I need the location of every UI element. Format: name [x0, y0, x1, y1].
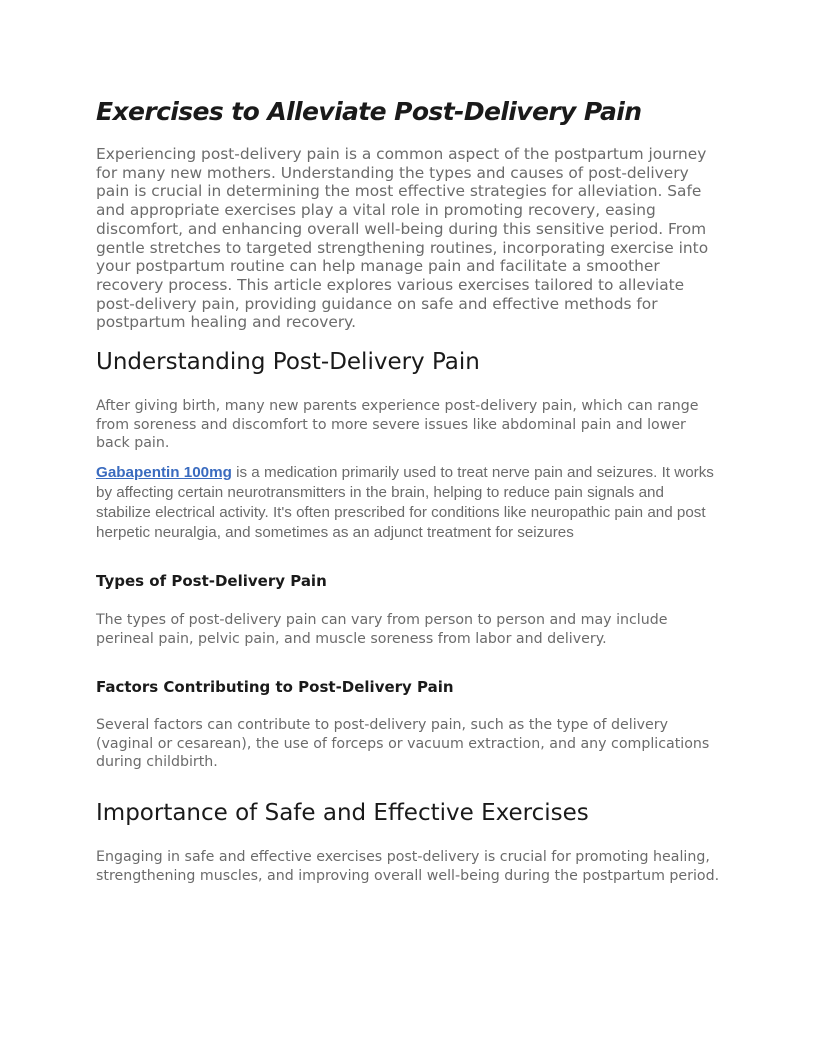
article-title: Exercises to Alleviate Post-Delivery Pain: [96, 97, 642, 126]
gabapentin-link[interactable]: Gabapentin 100mg: [96, 464, 232, 481]
understanding-paragraph: After giving birth, many new parents experience post-delivery pain, which can range from soreness and discomfort to more severe issues like abdominal pain and lower back pain.: [96, 398, 699, 451]
factors-paragraph: Several factors can contribute to post-delivery pain, such as the type of delivery (vaginal or cesarean), the use of forceps or vacuum extraction, and any complications during childbirth.: [96, 717, 710, 770]
importance-paragraph: Engaging in safe and effective exercises post-delivery is crucial for promoting healing, strengthening muscles, and improving overall well-being during the postpartum period.: [96, 849, 720, 884]
section-heading-factors: Factors Contributing to Post-Delivery Pain: [96, 678, 454, 696]
types-paragraph: The types of post-delivery pain can vary from person to person and may include perineal pain, pelvic pain, and muscle soreness from labor and delivery.: [96, 612, 668, 647]
section-heading-importance: Importance of Safe and Effective Exercises: [96, 800, 589, 826]
section-heading-types: Types of Post-Delivery Pain: [96, 572, 327, 590]
intro-paragraph: Experiencing post-delivery pain is a common aspect of the postpartum journey for many new mothers. Understanding the types and causes of post-delivery pain is crucial in determining the most effective strategies for alleviation. Safe and appropriate exercises play a vital role in promoting recovery, easing discomfort, and enhancing overall well-being during this sensitive period. From gentle stretches to targeted strengthening routines, incorporating exercise into your postpartum routine can help manage pain and facilitate a smoother recovery process. This article explores various exercises tailored to alleviate post-delivery pain, providing guidance on safe and effective methods for postpartum healing and recovery.: [96, 145, 709, 332]
gabapentin-paragraph: [96, 463, 720, 543]
gabapentin-description: is a medication primarily used to treat nerve pain and seizures. It works by affecting certain neurotransmitters in the brain, helping to reduce pain signals and stabilize electrical activity. It's often prescribed for conditions like neuropathic pain and post herpetic neuralgia, and sometimes as an adjunct treatment for seizures: [96, 464, 714, 541]
section-heading-understanding: Understanding Post-Delivery Pain: [96, 349, 480, 375]
